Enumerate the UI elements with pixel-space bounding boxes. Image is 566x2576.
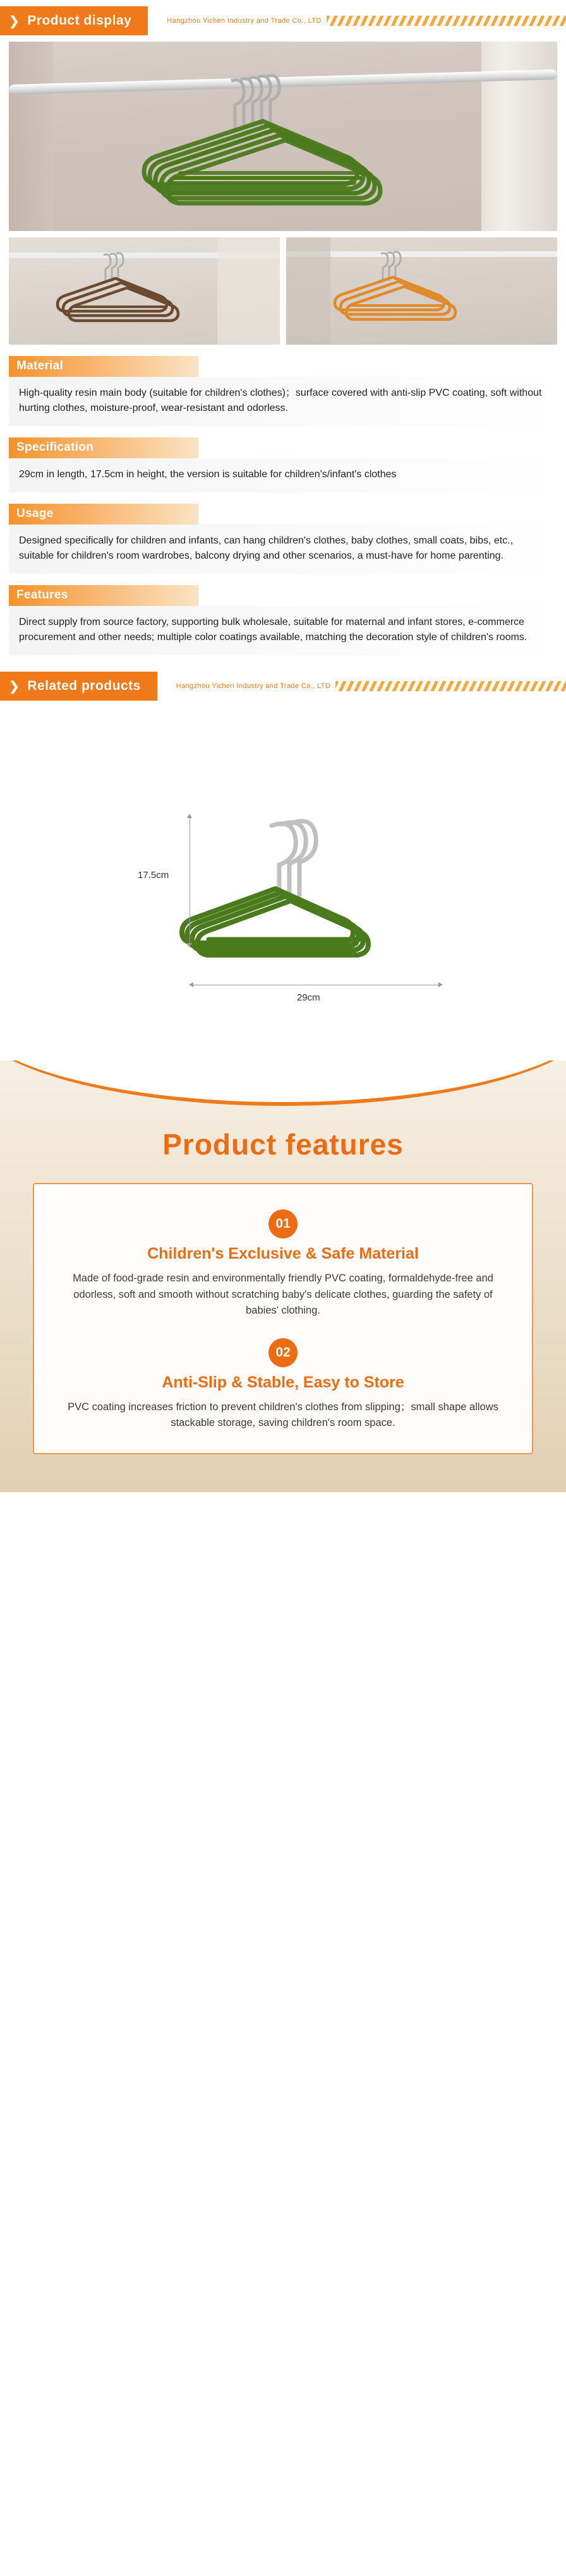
dimension-diagram [0,707,566,1060]
info-block-features [0,585,566,655]
info-title-material: Material [9,356,198,377]
dimension-width-label: 29cm [297,992,320,1003]
chevron-right-icon: ❯ [9,14,20,28]
stripe-decoration [327,16,566,26]
secondary-images [0,237,566,345]
company-name: Hangzhou Yichen Industry and Trade Co., LTD [167,17,322,25]
feature-text-2: PVC coating increases friction to prevent children's clothes from slipping；small shape allows stackable storage, saving children's room space. [68,1401,498,1429]
info-title-usage: Usage [9,504,198,525]
product-features-section [0,1060,566,1492]
dimension-height-label: 17.5cm [138,870,169,881]
stripe-decoration-related [335,681,566,691]
section-header-related-products [0,672,566,701]
hero-image-wrap [0,42,566,231]
info-body-features: Direct supply from source factory, supporting bulk wholesale, suitable for maternal and infant stores, e-commerce procurement and other needs; multiple color coatings available, matching the decoration style of children's rooms. [9,606,557,655]
section-title-bar [0,6,148,35]
info-block-usage [0,504,566,574]
feature-text-1: Made of food-grade resin and environmentally friendly PVC coating, formaldehyde-free and odorless, soft and smooth without scratching baby's delicate clothes, guarding the safety of babies' clothing. [73,1273,493,1317]
info-block-specification [0,437,566,492]
brown-hanger-illustration [9,237,280,345]
feature-title-2: Anti-Slip & Stable, Easy to Store [162,1373,404,1391]
info-body-material: High-quality resin main body (suitable for children's clothes)；surface covered with anti-slip PVC coating, soft without hurting clothes, moisture-proof, wear-resistant and odorless. [9,377,557,426]
section-header-decoration [148,6,566,35]
info-block-material [0,356,566,426]
product-photo-orange-hangers [286,237,557,345]
section-header-decoration-related [157,672,566,701]
chevron-right-icon: ❯ [9,679,20,694]
diagram-hanger-illustration [0,707,566,1060]
feature-title-1: Children's Exclusive & Safe Material [147,1245,419,1262]
section-header-product-display [0,6,566,35]
product-photo-brown-hangers [9,237,280,345]
section-title-related: Related products [27,679,141,693]
company-name-related: Hangzhou Yichen Industry and Trade Co., LTD [176,682,331,690]
features-heading: Product features [162,1128,404,1161]
section-title: Product display [27,13,132,28]
info-title-specification: Specification [9,437,198,458]
hanger-illustration [9,42,557,231]
info-title-features: Features [9,585,198,606]
feature-badge-2: 02 [268,1338,298,1367]
info-body-usage: Designed specifically for children and infants, can hang children's clothes, baby clothes, small coats, bibs, etc., suitable for children's room wardrobes, balcony drying and other scenarios, a must-have for home parenting. [9,525,557,574]
feature-spacer [59,1319,507,1338]
feature-card-1 [33,1183,533,1454]
orange-hanger-illustration [286,237,557,345]
curved-divider [0,1060,566,1106]
info-body-specification: 29cm in length, 17.5cm in height, the version is suitable for children's/infant's clothes [9,458,557,492]
section-title-bar-related [0,672,157,701]
product-photo-green-hangers [9,42,557,231]
feature-badge-1: 01 [268,1209,298,1238]
